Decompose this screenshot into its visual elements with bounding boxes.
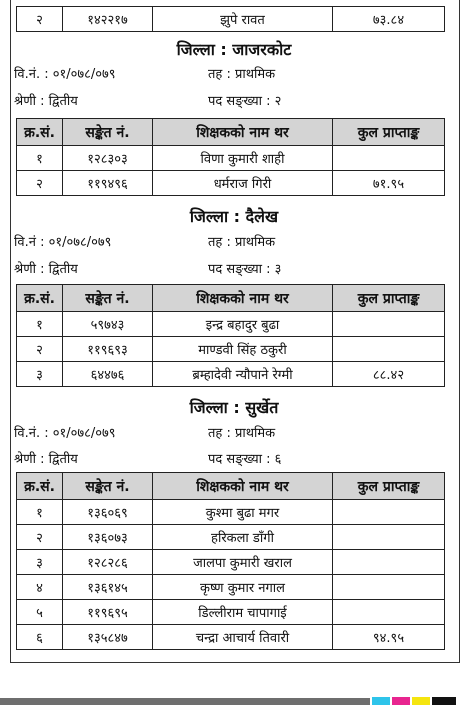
header-code: सङ्केत नं.: [63, 473, 153, 500]
cell-name: ब्रम्हादेवी न्यौपाने रेग्मी: [153, 362, 333, 387]
header-score: कुल प्राप्ताङ्क: [333, 285, 445, 312]
yellow-swatch: [412, 697, 430, 705]
cell-name: विणा कुमारी शाही: [153, 146, 333, 171]
district-title: जिल्ला : जाजरकोट: [176, 40, 292, 59]
cell-code: ११९४९६: [63, 171, 153, 196]
shreni-text: श्रेणी : द्वितीय: [14, 452, 78, 467]
magenta-swatch: [392, 697, 410, 705]
pad-text: पद सङ्ख्या : ६: [208, 452, 282, 467]
header-name: शिक्षकको नाम थर: [153, 473, 333, 500]
cell-code: १३६०६९: [63, 500, 153, 525]
cell-code: १२८२८६: [63, 550, 153, 575]
header-sn: क्र.सं.: [17, 285, 63, 312]
cell-code: १३६१४५: [63, 575, 153, 600]
cell-score: [333, 337, 445, 362]
vini-text: वि.नं. : ०१/०७८/०७९: [14, 426, 116, 441]
cell-sn: ६: [17, 625, 63, 650]
table-row: [17, 362, 445, 387]
table-header-row: [17, 285, 445, 312]
table-row: [17, 625, 445, 650]
print-bar: [0, 698, 370, 705]
cell-score: ७१.९५: [333, 171, 445, 196]
cell-score: [333, 550, 445, 575]
cell-sn: १: [17, 146, 63, 171]
cell-name: झुपे रावत: [153, 7, 333, 32]
shreni-text: श्रेणी : द्वितीय: [14, 94, 78, 109]
cell-score: [333, 525, 445, 550]
cell-score: [333, 600, 445, 625]
cell-name: हरिकला डाँगी: [153, 525, 333, 550]
cyan-swatch: [372, 697, 390, 705]
cell-code: १३६०७३: [63, 525, 153, 550]
header-score: कुल प्राप्ताङ्क: [333, 119, 445, 146]
table-header-row: [17, 473, 445, 500]
cell-score: [333, 500, 445, 525]
cell-code: ६४४७६: [63, 362, 153, 387]
header-name: शिक्षकको नाम थर: [153, 119, 333, 146]
cell-code: १३५८४७: [63, 625, 153, 650]
cell-score: [333, 312, 445, 337]
header-score: कुल प्राप्ताङ्क: [333, 473, 445, 500]
cell-code: ११९६९३: [63, 337, 153, 362]
top-table: [16, 6, 445, 32]
table-row: [17, 146, 445, 171]
cell-name: कृष्ण कुमार नगाल: [153, 575, 333, 600]
header-code: सङ्केत नं.: [63, 119, 153, 146]
section-table: [16, 118, 445, 196]
tah-text: तह : प्राथमिक: [208, 67, 276, 82]
section-table: [16, 284, 445, 387]
cell-score: ८८.४२: [333, 362, 445, 387]
table-row: [17, 171, 445, 196]
vini-text: वि.नं : ०१/०७८/०७९: [14, 235, 112, 250]
cell-sn: २: [17, 337, 63, 362]
cell-sn: ४: [17, 575, 63, 600]
header-name: शिक्षकको नाम थर: [153, 285, 333, 312]
table-row: [17, 600, 445, 625]
cell-name: माण्डवी सिंह ठकुरी: [153, 337, 333, 362]
cell-sn: १: [17, 500, 63, 525]
table-row: [17, 7, 445, 32]
pad-text: पद सङ्ख्या : ३: [208, 262, 282, 277]
cell-name: धर्मराज गिरी: [153, 171, 333, 196]
district-title: जिल्ला : सुर्खेत: [189, 398, 279, 417]
cell-code: ५९७४३: [63, 312, 153, 337]
cell-name: जालपा कुमारी खराल: [153, 550, 333, 575]
shreni-text: श्रेणी : द्वितीय: [14, 262, 78, 277]
tah-text: तह : प्राथमिक: [208, 426, 276, 441]
district-title: जिल्ला : दैलेख: [189, 207, 279, 226]
table-row: [17, 337, 445, 362]
cell-sn: ३: [17, 362, 63, 387]
cell-score: [333, 575, 445, 600]
table-header-row: [17, 119, 445, 146]
cell-name: कुश्मा बुढा मगर: [153, 500, 333, 525]
table-row: [17, 525, 445, 550]
header-code: सङ्केत नं.: [63, 285, 153, 312]
table-row: [17, 312, 445, 337]
cell-sn: २: [17, 7, 63, 32]
cell-name: चन्द्रा आचार्य तिवारी: [153, 625, 333, 650]
cell-score: ७३.८४: [333, 7, 445, 32]
cell-name: इन्द्र बहादुर बुढा: [153, 312, 333, 337]
cell-sn: २: [17, 525, 63, 550]
black-swatch: [432, 697, 456, 705]
cell-sn: २: [17, 171, 63, 196]
section-table: [16, 472, 445, 650]
cell-name: डिल्लीराम चापागाई: [153, 600, 333, 625]
table-row: [17, 500, 445, 525]
pad-text: पद सङ्ख्या : २: [208, 94, 282, 109]
vini-text: वि.नं. : ०१/०७८/०७९: [14, 67, 116, 82]
cell-code: १२८३०३: [63, 146, 153, 171]
cell-code: १४२२१७: [63, 7, 153, 32]
header-sn: क्र.सं.: [17, 119, 63, 146]
cell-sn: ५: [17, 600, 63, 625]
cell-score: [333, 146, 445, 171]
cell-score: ९४.९५: [333, 625, 445, 650]
table-row: [17, 550, 445, 575]
cell-sn: १: [17, 312, 63, 337]
header-sn: क्र.सं.: [17, 473, 63, 500]
tah-text: तह : प्राथमिक: [208, 235, 276, 250]
table-row: [17, 575, 445, 600]
cell-sn: ३: [17, 550, 63, 575]
cell-code: ११९६९५: [63, 600, 153, 625]
